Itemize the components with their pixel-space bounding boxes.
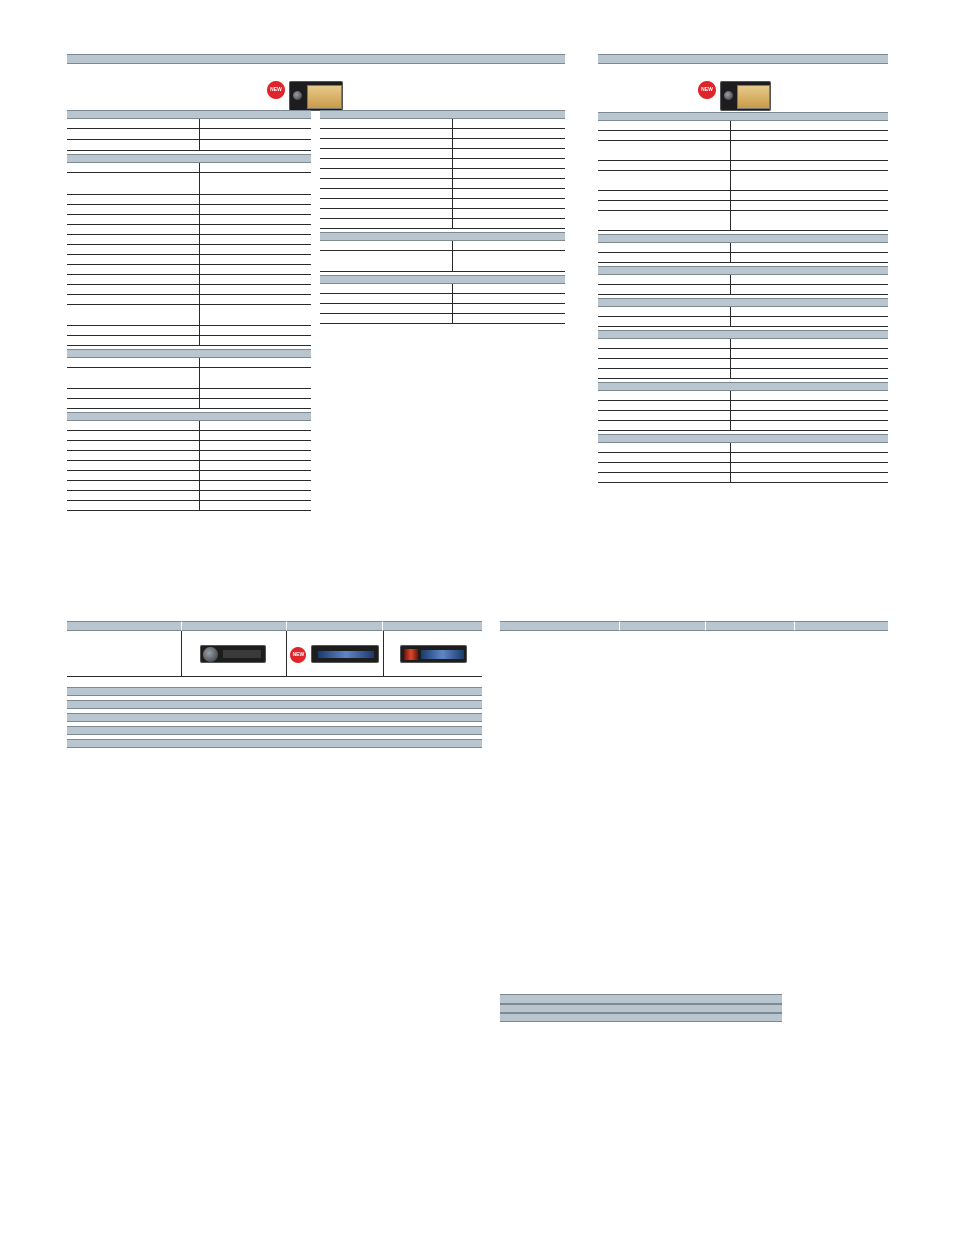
table-cell	[67, 501, 200, 510]
spec-panel-c	[67, 621, 482, 748]
table-row	[320, 304, 565, 314]
table-cell	[200, 491, 311, 500]
table-cell	[731, 463, 888, 472]
table-row	[320, 294, 565, 304]
table-cell	[598, 211, 731, 230]
table-cell	[453, 119, 565, 128]
table-row	[598, 473, 888, 483]
table-row	[598, 369, 888, 379]
table-cell	[200, 195, 311, 204]
table-cell	[200, 431, 311, 440]
table-cell	[598, 275, 731, 284]
table-cell	[731, 401, 888, 410]
table-cell	[200, 461, 311, 470]
table-cell	[598, 463, 731, 472]
table-cell	[598, 411, 731, 420]
table-row	[67, 491, 311, 501]
table-cell	[67, 358, 200, 367]
table-row	[598, 131, 888, 141]
table-cell	[453, 314, 565, 323]
table-cell	[200, 129, 311, 139]
table-row	[598, 191, 888, 201]
table-cell	[67, 215, 200, 224]
table-cell	[598, 317, 731, 326]
table-row	[320, 209, 565, 219]
table-row	[67, 461, 311, 471]
table-cell	[200, 389, 311, 398]
new-badge-icon: NEW	[267, 81, 285, 99]
table-cell	[598, 421, 731, 430]
table-row	[320, 119, 565, 129]
table-row	[67, 265, 311, 275]
table-cell	[598, 191, 731, 200]
table-cell	[200, 205, 311, 214]
table-cell	[598, 243, 731, 252]
section-header	[67, 726, 482, 735]
table-cell	[200, 481, 311, 490]
table-row	[67, 421, 311, 431]
table-cell	[731, 285, 888, 294]
table-cell	[320, 139, 453, 148]
table-row	[320, 169, 565, 179]
table-cell	[67, 326, 200, 335]
table-cell	[320, 149, 453, 158]
table-cell	[731, 171, 888, 190]
table-cell	[598, 285, 731, 294]
table-cell	[200, 471, 311, 480]
table-cell	[598, 401, 731, 410]
table-cell	[453, 149, 565, 158]
table-cell	[731, 443, 888, 452]
table-cell	[320, 179, 453, 188]
table-row	[67, 295, 311, 305]
table-row	[67, 285, 311, 295]
table-cell	[67, 173, 200, 194]
table-row	[320, 159, 565, 169]
table-row	[67, 173, 311, 195]
table-cell	[320, 241, 453, 250]
table-row	[320, 284, 565, 294]
table-row	[598, 443, 888, 453]
table-row	[598, 171, 888, 191]
table-row	[67, 326, 311, 336]
table-cell	[67, 421, 200, 430]
table-cell	[598, 161, 731, 170]
table-cell	[200, 368, 311, 388]
spec-panel-a	[67, 54, 565, 116]
table-row	[67, 119, 311, 129]
panel-a-header	[67, 54, 565, 64]
table-cell	[67, 265, 200, 274]
table-row	[67, 140, 311, 151]
section-header	[67, 687, 482, 696]
table-cell	[731, 211, 888, 230]
table-cell	[200, 336, 311, 345]
table-row	[67, 215, 311, 225]
table-cell	[598, 359, 731, 368]
receiver-unit-icon	[311, 645, 379, 663]
table-cell	[320, 189, 453, 198]
table-cell	[731, 201, 888, 210]
section-header	[598, 330, 888, 339]
table-cell	[67, 140, 200, 150]
table-cell	[200, 441, 311, 450]
table-cell	[67, 255, 200, 264]
table-cell	[453, 159, 565, 168]
table-row	[598, 349, 888, 359]
table-cell	[67, 195, 200, 204]
table-cell	[320, 129, 453, 138]
table-row	[67, 235, 311, 245]
section-header	[67, 713, 482, 722]
table-row	[67, 501, 311, 511]
panel-a-right-column	[320, 110, 565, 324]
table-cell	[67, 336, 200, 345]
table-cell	[320, 209, 453, 218]
table-row	[67, 205, 311, 215]
section-header	[67, 110, 311, 119]
table-cell	[731, 369, 888, 378]
section-header	[67, 349, 311, 358]
table-cell	[67, 275, 200, 284]
table-row	[67, 399, 311, 409]
panel-c-image-row	[67, 631, 482, 677]
table-cell	[731, 317, 888, 326]
table-cell	[598, 131, 731, 140]
table-cell	[67, 225, 200, 234]
table-row	[67, 305, 311, 326]
section-header	[67, 412, 311, 421]
table-cell	[598, 391, 731, 400]
table-cell	[67, 451, 200, 460]
table-cell	[200, 245, 311, 254]
table-cell	[320, 159, 453, 168]
table-cell	[320, 294, 453, 303]
table-cell	[200, 255, 311, 264]
table-cell	[67, 205, 200, 214]
table-cell	[453, 129, 565, 138]
table-row	[598, 317, 888, 327]
table-cell	[200, 225, 311, 234]
table-cell	[200, 140, 311, 150]
table-cell	[453, 304, 565, 313]
table-row	[320, 149, 565, 159]
table-row	[598, 243, 888, 253]
table-cell	[598, 369, 731, 378]
section-header	[67, 739, 482, 748]
table-cell	[200, 399, 311, 408]
table-cell	[598, 121, 731, 130]
table-cell	[67, 295, 200, 304]
table-cell	[598, 141, 731, 160]
table-cell	[200, 163, 311, 172]
table-row	[320, 241, 565, 251]
table-cell	[598, 201, 731, 210]
table-cell	[200, 326, 311, 335]
table-cell	[200, 235, 311, 244]
table-cell	[320, 284, 453, 293]
table-cell	[731, 473, 888, 482]
table-cell	[67, 461, 200, 470]
nav-unit-icon	[720, 81, 771, 111]
table-cell	[200, 451, 311, 460]
table-row	[598, 411, 888, 421]
spec-panel-b	[598, 54, 888, 483]
table-cell	[731, 421, 888, 430]
receiver-unit-icon	[200, 645, 266, 663]
table-row	[67, 368, 311, 389]
table-row	[598, 391, 888, 401]
table-row	[67, 336, 311, 346]
nav-unit-icon	[289, 81, 343, 111]
panel-d-header-row	[500, 621, 888, 631]
table-cell	[200, 119, 311, 128]
table-row	[67, 163, 311, 173]
table-row	[598, 275, 888, 285]
table-cell	[320, 304, 453, 313]
table-cell	[67, 389, 200, 398]
table-cell	[453, 251, 565, 271]
table-cell	[598, 171, 731, 190]
table-cell	[453, 241, 565, 250]
table-row	[67, 441, 311, 451]
new-badge-icon: NEW	[698, 81, 716, 99]
table-cell	[200, 358, 311, 367]
table-cell	[320, 314, 453, 323]
table-row	[67, 431, 311, 441]
table-cell	[200, 275, 311, 284]
table-cell	[453, 199, 565, 208]
table-cell	[67, 431, 200, 440]
table-row	[598, 421, 888, 431]
section-header	[320, 275, 565, 284]
section-header	[500, 1004, 782, 1013]
table-cell	[731, 161, 888, 170]
table-cell	[731, 121, 888, 130]
table-row	[598, 285, 888, 295]
table-row	[598, 201, 888, 211]
table-cell	[320, 251, 453, 271]
table-cell	[731, 453, 888, 462]
table-cell	[731, 191, 888, 200]
table-cell	[200, 285, 311, 294]
table-cell	[67, 129, 200, 139]
table-cell	[453, 209, 565, 218]
table-row	[320, 139, 565, 149]
table-row	[320, 129, 565, 139]
table-cell	[731, 411, 888, 420]
table-cell	[67, 441, 200, 450]
table-cell	[731, 391, 888, 400]
table-row	[320, 189, 565, 199]
section-header	[500, 1013, 782, 1022]
table-row	[598, 453, 888, 463]
table-cell	[67, 471, 200, 480]
table-row	[67, 389, 311, 399]
table-cell	[320, 169, 453, 178]
table-cell	[731, 339, 888, 348]
table-cell	[67, 368, 200, 388]
section-header	[598, 298, 888, 307]
table-cell	[453, 139, 565, 148]
table-cell	[200, 295, 311, 304]
table-cell	[731, 253, 888, 262]
table-cell	[731, 359, 888, 368]
panel-a-product-image	[67, 64, 565, 116]
table-cell	[67, 305, 200, 325]
section-header	[320, 232, 565, 241]
spec-panel-e	[500, 994, 782, 1022]
table-cell	[731, 131, 888, 140]
table-row	[67, 451, 311, 461]
table-cell	[731, 243, 888, 252]
table-row	[598, 401, 888, 411]
panel-b-product-image	[598, 64, 888, 112]
table-cell	[200, 421, 311, 430]
table-cell	[731, 275, 888, 284]
table-row	[67, 471, 311, 481]
table-cell	[200, 265, 311, 274]
panel-b-header	[598, 54, 888, 64]
table-row	[598, 121, 888, 131]
table-cell	[453, 179, 565, 188]
table-row	[67, 129, 311, 140]
table-row	[67, 481, 311, 491]
table-cell	[320, 119, 453, 128]
table-cell	[320, 199, 453, 208]
table-cell	[67, 481, 200, 490]
table-cell	[67, 285, 200, 294]
section-header	[598, 434, 888, 443]
table-cell	[200, 501, 311, 510]
table-cell	[731, 307, 888, 316]
section-header	[598, 112, 888, 121]
table-cell	[67, 163, 200, 172]
section-header	[598, 382, 888, 391]
table-row	[67, 358, 311, 368]
table-row	[320, 199, 565, 209]
table-row	[598, 307, 888, 317]
table-row	[67, 255, 311, 265]
table-cell	[67, 245, 200, 254]
new-badge-icon: NEW	[290, 647, 306, 663]
table-row	[320, 219, 565, 229]
panel-a-left-column	[67, 110, 311, 511]
table-cell	[453, 169, 565, 178]
panel-c-header-row	[67, 621, 482, 631]
table-cell	[731, 141, 888, 160]
table-cell	[598, 453, 731, 462]
table-row	[598, 359, 888, 369]
table-cell	[453, 219, 565, 228]
table-row	[598, 463, 888, 473]
section-header	[598, 234, 888, 243]
table-row	[67, 225, 311, 235]
table-row	[598, 253, 888, 263]
section-header	[320, 110, 565, 119]
section-header	[67, 700, 482, 709]
table-cell	[453, 284, 565, 293]
table-row	[598, 141, 888, 161]
table-cell	[453, 294, 565, 303]
table-row	[598, 339, 888, 349]
table-row	[320, 179, 565, 189]
table-row	[320, 314, 565, 324]
receiver-unit-icon	[400, 645, 467, 663]
table-cell	[453, 189, 565, 198]
table-cell	[67, 119, 200, 128]
table-cell	[320, 219, 453, 228]
table-cell	[598, 473, 731, 482]
table-cell	[67, 491, 200, 500]
table-row	[598, 161, 888, 171]
table-cell	[598, 443, 731, 452]
table-cell	[598, 307, 731, 316]
table-row	[320, 251, 565, 272]
table-row	[598, 211, 888, 231]
table-cell	[598, 349, 731, 358]
table-cell	[200, 173, 311, 194]
section-header	[67, 154, 311, 163]
table-cell	[200, 215, 311, 224]
table-cell	[598, 339, 731, 348]
table-cell	[731, 349, 888, 358]
table-cell	[67, 235, 200, 244]
spec-panel-d	[500, 621, 888, 631]
table-row	[67, 275, 311, 285]
section-header	[598, 266, 888, 275]
table-row	[67, 245, 311, 255]
table-cell	[200, 305, 311, 325]
table-cell	[67, 399, 200, 408]
table-cell	[598, 253, 731, 262]
section-header	[500, 994, 782, 1004]
table-row	[67, 195, 311, 205]
